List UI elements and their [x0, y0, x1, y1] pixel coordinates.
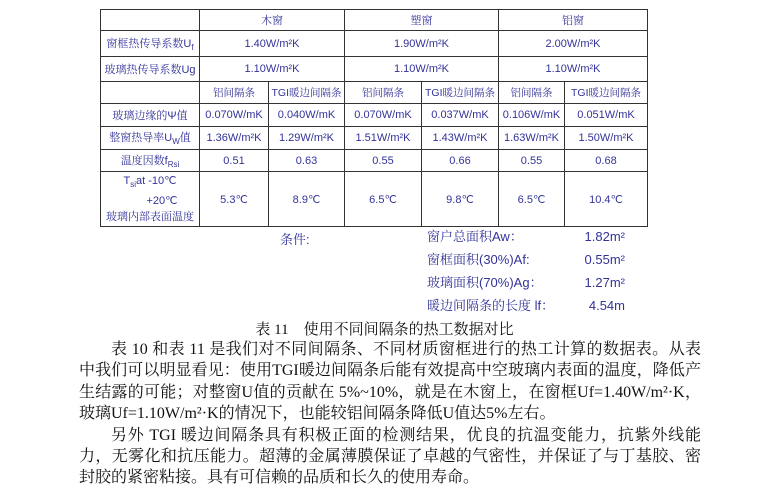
row-label-glass-u: 玻璃热传导系数Ug — [101, 57, 200, 82]
value-cell: 1.10W/m²K — [499, 57, 648, 82]
value-cell: 6.5℃ — [345, 172, 422, 227]
value-cell: 0.63 — [269, 150, 345, 172]
row-psi — [101, 104, 648, 127]
row-frame-u — [101, 31, 648, 57]
row-glass-u — [101, 57, 648, 82]
row-spacer-types — [101, 82, 648, 104]
condition-name: 暖边间隔条的长度 lf： — [427, 298, 555, 313]
value-cell: 1.90W/m²K — [345, 31, 499, 57]
row-label-frame-u: 窗框热传导系数$U_f$ — [101, 31, 200, 57]
value-cell: 0.66 — [422, 150, 499, 172]
condition-value: 1.27m² — [584, 275, 625, 290]
value-cell: 1.51W/m²K — [345, 127, 422, 150]
value-cell: 10.4℃ — [565, 172, 648, 227]
value-cell: 8.9℃ — [269, 172, 345, 227]
corner-cell — [101, 10, 200, 31]
value-cell: 1.63W/m²K — [499, 127, 565, 150]
condition-name: 窗框面积(30%)Af: — [427, 252, 530, 267]
value-cell: 1.50W/m²K — [565, 127, 648, 150]
body-text — [79, 339, 701, 489]
condition-name: 玻璃面积(70%)Ag： — [427, 275, 543, 290]
value-cell: 0.037W/mK — [422, 104, 499, 127]
value-cell: 1.36W/m²K — [200, 127, 269, 150]
value-cell: 0.070W/mK — [345, 104, 422, 127]
row-label-window-u: 整窗热导率$U_W$值 — [101, 127, 200, 150]
spacer-type-cell: 铝间隔条 — [499, 82, 565, 104]
conditions-list — [427, 229, 625, 321]
value-cell: 0.040W/mK — [269, 104, 345, 127]
spacer-type-cell: 铝间隔条 — [345, 82, 422, 104]
condition-item — [427, 229, 625, 252]
value-cell: 0.51 — [200, 150, 269, 172]
value-cell: 0.55 — [345, 150, 422, 172]
value-cell: 1.40W/m²K — [200, 31, 345, 57]
paragraph: 表 10 和表 11 是我们对不同间隔条、不同材质窗框进行的热工计算的数据表。从表中我们可以明显看见：使用TGI暖边间隔条后能有效提高中空玻璃内表面的温度，降低产生结露的可能；对整窗U值的贡献在 5%~10%，就是在木窗上，在窗框Uf=1.40W/m²·K，玻璃Uf=1.10W/m²·K的情况下，也能较铝间隔条降低U值达5%左右。 — [79, 341, 701, 423]
conditions-block — [280, 229, 625, 321]
value-cell: 0.051W/mK — [565, 104, 648, 127]
value-cell: 2.00W/m²K — [499, 31, 648, 57]
table-header-row — [101, 10, 648, 31]
spacer-type-cell: 铝间隔条 — [200, 82, 269, 104]
value-cell: 0.55 — [499, 150, 565, 172]
table-caption: 表 11 使用不同间隔条的热工数据对比 — [255, 322, 514, 338]
value-cell: 0.070W/mK — [200, 104, 269, 127]
condition-item — [427, 275, 625, 298]
row-surface-temp — [101, 172, 648, 227]
row-temp-factor — [101, 150, 648, 172]
spacer-type-cell: TGI暖边间隔条 — [422, 82, 499, 104]
condition-name: 窗户总面积Aw： — [427, 229, 523, 244]
condition-value: 4.54m — [588, 298, 625, 313]
value-cell: 1.10W/m²K — [200, 57, 345, 82]
value-cell: 1.43W/m²K — [422, 127, 499, 150]
spacer-type-cell: TGI暖边间隔条 — [565, 82, 648, 104]
value-cell: 1.10W/m²K — [345, 57, 499, 82]
value-cell: 9.8℃ — [422, 172, 499, 227]
condition-value: 1.82m² — [584, 229, 625, 244]
row-label-surface-temp: $T_{si}at$ -10℃ +20℃ 玻璃内部表面温度 — [101, 172, 200, 227]
conditions-label: 条件: — [280, 232, 310, 247]
spacer-type-cell: TGI暖边间隔条 — [269, 82, 345, 104]
row-label-psi: 玻璃边缘的Ψ值 — [101, 104, 200, 127]
col-group-wood: 木窗 — [200, 10, 345, 31]
value-cell: 0.68 — [565, 150, 648, 172]
condition-item — [427, 252, 625, 275]
condition-value: 0.55m² — [584, 252, 625, 267]
thermal-data-table — [100, 9, 648, 227]
value-cell: 1.29W/m²K — [269, 127, 345, 150]
col-group-plastic: 塑窗 — [345, 10, 499, 31]
value-cell: 5.3℃ — [200, 172, 269, 227]
paragraph: 另外 TGI 暖边间隔条具有积极正面的检测结果，优良的抗温变能力，抗紫外线能力，无雾化和抗压能力。超薄的金属薄膜保证了卓越的气密性，并保证了与丁基胶、密封胶的紧密粘接。具有可信赖的品质和长久的使用寿命。 — [79, 426, 701, 487]
empty-label-cell — [101, 82, 200, 104]
row-window-u — [101, 127, 648, 150]
row-label-temp-factor: 温度因数$f_{Rsi}$ — [101, 150, 200, 172]
value-cell: 6.5℃ — [499, 172, 565, 227]
col-group-aluminum: 铝窗 — [499, 10, 648, 31]
value-cell: 0.106W/mK — [499, 104, 565, 127]
